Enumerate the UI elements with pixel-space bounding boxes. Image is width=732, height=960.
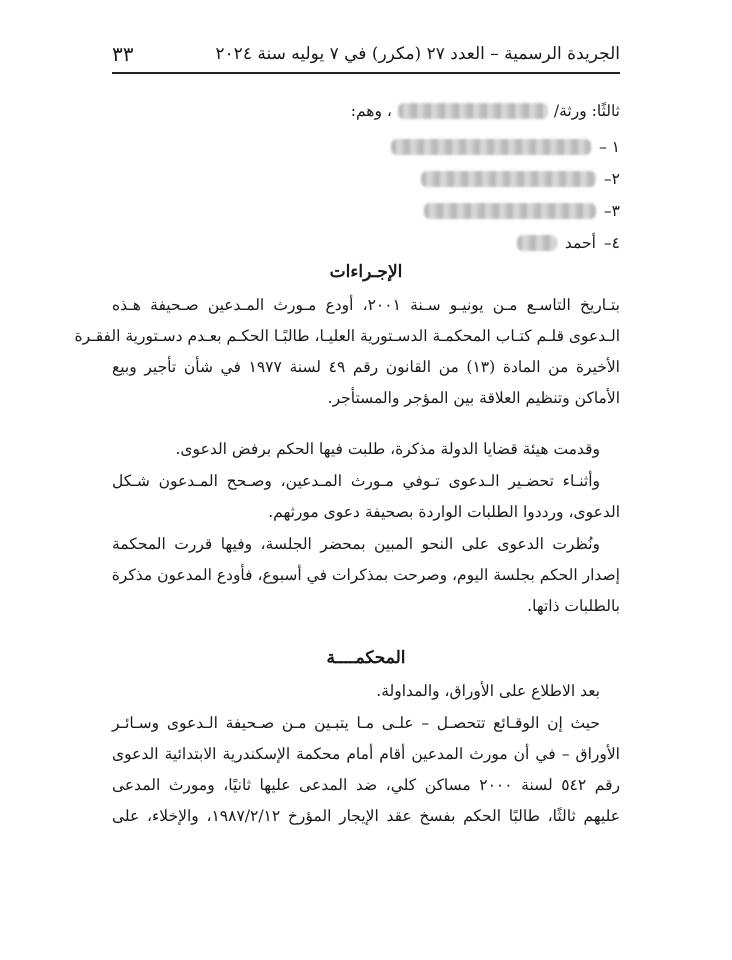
court-para2-line4: عليهم ثالثًا، طالبًا الحكم بفسخ عقد الإيجار المؤرخ ١٩٨٧/٢/١٢، والإخلاء، على — [112, 807, 620, 825]
procedures-para1-line4: الأماكن وتنظيم العلاقة بين المؤجر والمستأجر. — [327, 389, 620, 407]
redacted-name — [391, 139, 591, 155]
page-number: ٣٣ — [112, 42, 134, 66]
heir-item-2 — [421, 168, 620, 190]
heir-item-4 — [517, 232, 620, 254]
court-para2-line2: الأوراق – في أن مورث المدعين أقام أمام محكمة الإسكندرية الابتدائية الدعوى — [112, 745, 620, 763]
gazette-title: الجريدة الرسمية – العدد ٢٧ (مكرر) في ٧ يوليه سنة ٢٠٢٤ — [215, 44, 620, 64]
court-para1: بعد الاطلاع على الأوراق، والمداولة. — [376, 682, 600, 700]
heirs-intro — [112, 100, 620, 122]
heir-number: ١ – — [598, 138, 620, 156]
court-para2-line3: رقم ٥٤٢ لسنة ٢٠٠٠ مساكن كلي، ضد المدعى عليها ثانيًا، ومورث المدعى — [112, 776, 620, 794]
heir-number: ٢– — [603, 170, 620, 188]
heir-number: ٣– — [603, 202, 620, 220]
redacted-name — [424, 203, 596, 219]
procedures-para1-line3: الأخيرة من المادة (١٣) من القانون رقم ٤٩ لسنة ١٩٧٧ في شأن تأجير وبيع — [112, 358, 620, 376]
court-para2-line1: حيث إن الوقـائع تتحصـل – علـى مـا يتبـين مـن صـحيفة الـدعوى وسـائـر — [112, 714, 600, 732]
heir-item-1 — [391, 136, 620, 158]
procedures-para4-line3: بالطلبات ذاتها. — [527, 597, 620, 615]
procedures-para4-line2: إصدار الحكم بجلسة اليوم، وصرحت بمذكرات في أسبوع، فأودع المدعون مذكرة — [111, 566, 620, 584]
heirs-intro-start: ثالثًا: ورثة/ — [553, 102, 620, 120]
heir-number: ٤– — [603, 234, 620, 252]
redacted-name — [421, 171, 596, 187]
heir-item-3 — [424, 200, 620, 222]
redacted-name — [398, 103, 548, 119]
procedures-para2: وقدمت هيئة قضايا الدولة مذكرة، طلبت فيها الحكم برفض الدعوى. — [175, 440, 600, 458]
procedures-para4-line1: ونُظرت الدعوى على النحو المبين بمحضر الجلسة، وفيها قررت المحكمة — [112, 535, 600, 553]
page-header — [112, 36, 620, 74]
procedures-heading: الإجـراءات — [329, 262, 403, 282]
redacted-name — [517, 235, 557, 251]
procedures-para1-line2: الـدعوى قلـم كتـاب المحكمـة الدسـتورية العليـا، طالبًـا الحكـم بعـدم دسـتورية الفقـرة — [74, 327, 620, 345]
procedures-para3-line1: وأثنـاء تحضـير الـدعوى تـوفي مـورث المـدعين، وصـحح المـدعون شـكل — [112, 472, 600, 490]
procedures-para3-line2: الدعوى، ورددوا الطلبات الواردة بصحيفة دعوى مورثهم. — [268, 503, 620, 521]
procedures-para1-line1: بتـاريخ التاسـع مـن يونيـو سـنة ٢٠٠١، أودع مـورث المـدعين صـحيفة هـذه — [112, 296, 620, 314]
court-heading: المحكمــــة — [326, 648, 406, 668]
heir-partial-name: أحمد — [564, 234, 596, 252]
heirs-intro-end: ، وهم: — [350, 102, 392, 120]
